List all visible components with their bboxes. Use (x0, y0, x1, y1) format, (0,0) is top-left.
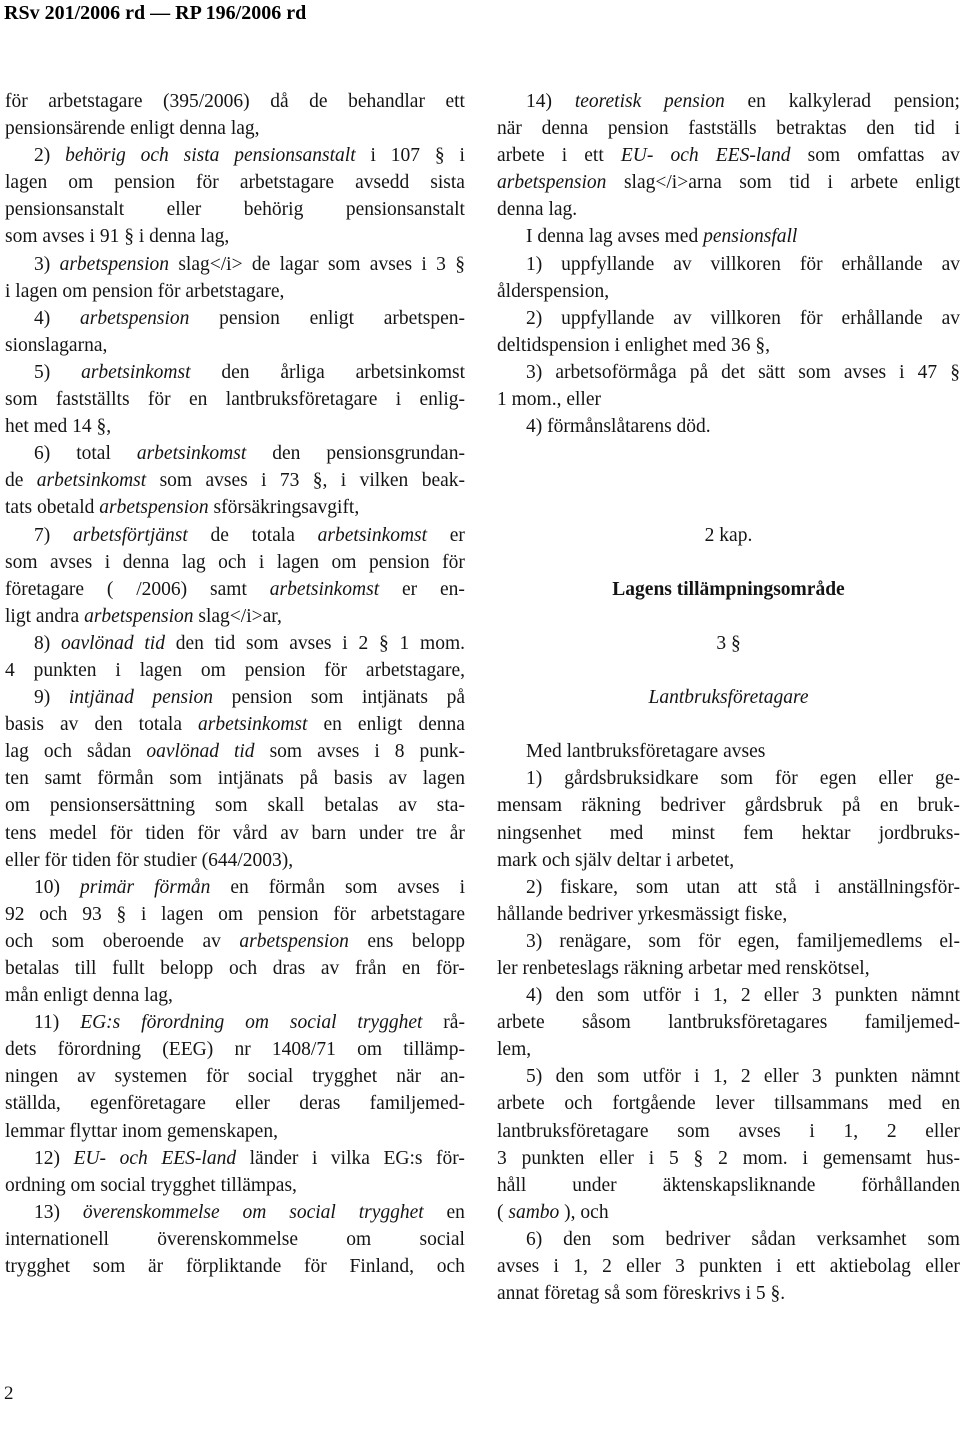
text-line: 4) förmånslåtarens död. (526, 416, 711, 438)
running-header: RSv 201/2006 rd — RP 196/2006 rd (4, 2, 307, 24)
text-line: dets förordning (EEG) nr 1408/71 om tillämp- (5, 1039, 465, 1061)
text-line: tats obetald arbetspension sförsäkringsavgift, (5, 497, 360, 519)
text-line: 4) den som utför i 1, 2 eller 3 punkten nämnt (526, 985, 960, 1007)
text-line: 2) behörig och sista pensionsanstalt i 107 § i (34, 145, 465, 167)
text-line: 1) uppfyllande av villkoren för erhållande av (526, 253, 960, 275)
text-line: 5) arbetsinkomst den årliga arbetsinkomst (34, 361, 465, 383)
text-line: som avses i 91 § i denna lag, (5, 226, 230, 248)
text-line: annat företag så som föreskrivs i 5 §. (497, 1283, 786, 1305)
text-line: ten samt förmån som intjänats på basis av lagen (5, 768, 465, 790)
text-line: ( sambo ), och (497, 1201, 609, 1223)
text-line: 14) teoretisk pension en kalkylerad pension; (526, 91, 960, 112)
text-line: 4) arbetspension pension enligt arbetspen- (34, 307, 465, 329)
text-line: företagare ( /2006) samt arbetsinkomst er en- (5, 578, 465, 600)
text-line: 4 punkten i lagen om pension för arbetstagare, (5, 659, 465, 681)
text-line: och som oberoende av arbetspension ens belopp (5, 930, 465, 952)
text-line: internationell överenskommelse om social (5, 1228, 465, 1250)
text-line: betalas till fullt belopp och dras av från en för- (5, 958, 465, 979)
text-line: 10) primär förmån en förmån som avses i (34, 876, 465, 898)
text-line: 3) renägare, som för egen, familjemedlems el- (526, 930, 960, 952)
text-line: 9) intjänad pension pension som intjänats på (34, 687, 465, 709)
text-line: lagen om pension för arbetstagare avsedd sista (5, 172, 465, 194)
text-line: lag och sådan oavlönad tid som avses i 8 punk- (5, 741, 465, 763)
text-line: 2) uppfyllande av villkoren för erhållande av (526, 307, 960, 329)
section-title: Lantbruksföretagare (648, 687, 809, 709)
text-line: tens medel för tiden för vård av barn under tre år (5, 822, 465, 844)
text-line: 92 och 93 § i lagen om pension för arbetstagare (5, 903, 465, 925)
text-line: 2) fiskare, som utan att stå i anställningsför- (526, 876, 960, 898)
text-line: lemmar flyttar inom gemenskapen, (5, 1120, 278, 1142)
text-line: 12) EU- och EES-land länder i vilka EG:s för- (34, 1147, 465, 1169)
text-line: pensionsärende enligt denna lag, (5, 118, 260, 140)
text-line: hållande bedriver yrkesmässigt fiske, (497, 903, 788, 925)
text-line: ålderspension, (497, 280, 610, 302)
text-line: 1 mom., eller (497, 389, 601, 411)
text-line: för arbetstagare (395/2006) då de behandlar ett (5, 91, 465, 112)
text-line: I denna lag avses med pensionsfall (526, 226, 798, 248)
text-line: 3) arbetspension slag</i> de lagar som avses i 3 § (34, 253, 465, 275)
text-line: denna lag. (497, 199, 578, 221)
text-line: arbete såsom lantbruksföretagares familjemed- (497, 1012, 960, 1034)
text-line: ler renbeteslags räkning arbetar med renskötsel, (497, 958, 870, 979)
text-line: mån enligt denna lag, (5, 985, 173, 1007)
text-line: basis av den totala arbetsinkomst en enligt denna (5, 714, 465, 736)
text-line: ningsenhet med minst fem hektar jordbruks- (497, 822, 960, 844)
section-number: 3 § (716, 632, 741, 654)
text-line: ligt andra arbetspension slag</i>ar, (5, 605, 282, 627)
text-line: Med lantbruksföretagare avses (526, 741, 766, 763)
text-line: när denna pension fastställs betraktas den tid i (497, 118, 960, 140)
text-line: het med 14 §, (5, 416, 112, 438)
text-line: 11) EG:s förordning om social trygghet rå- (34, 1012, 465, 1034)
text-line: eller för tiden för studier (644/2003), (5, 849, 294, 871)
text-line: som fastställts för en lantbruksföretagare i enlig- (5, 389, 465, 411)
text-line: arbete i ett EU- och EES-land som omfattas av (497, 145, 960, 167)
text-line: 13) överenskommelse om social trygghet en (34, 1201, 465, 1223)
text-line: 1) gårdsbruksidkare som för egen eller ge- (526, 768, 960, 790)
text-line: avses i 1, 2 eller 3 punkten i ett aktiebolag eller (497, 1256, 960, 1278)
text-line: 3 punkten eller i 5 § 2 mom. i gemensamt hus- (497, 1147, 960, 1169)
chapter-title: Lagens tillämpningsområde (612, 578, 845, 600)
right-column (497, 88, 960, 1307)
text-line: 3) arbetsoförmåga på det sätt som avses i 47 § (526, 361, 960, 383)
text-line: deltidspension i enlighet med 36 §, (497, 334, 770, 356)
text-line: som avses i denna lag och i lagen om pension för (5, 551, 465, 573)
text-line: 6) total arbetsinkomst den pensionsgrundan- (34, 443, 465, 465)
text-line: pensionsanstalt eller behörig pensionsanstalt (5, 199, 465, 221)
left-column (5, 88, 465, 1280)
text-line: arbetspension slag</i>arna som tid i arbete enligt (497, 172, 960, 194)
text-line: 8) oavlönad tid den tid som avses i 2 § 1 mom. (34, 632, 465, 654)
text-line: håll under äktenskapsliknande förhållanden (497, 1174, 960, 1196)
text-line: ordning om social trygghet tillämpas, (5, 1174, 297, 1196)
text-line: sionslagarna, (5, 334, 108, 356)
text-line: i lagen om pension för arbetstagare, (5, 280, 285, 302)
chapter-number: 2 kap. (704, 524, 753, 546)
text-line: lem, (497, 1039, 532, 1061)
text-line: ställda, egenföretagare eller deras familjemed- (5, 1093, 465, 1115)
text-line: lantbruksföretagare som avses i 1, 2 eller (497, 1120, 960, 1142)
text-line: trygghet som är förpliktande för Finland, och (5, 1256, 465, 1278)
text-line: 5) den som utför i 1, 2 eller 3 punkten nämnt (526, 1066, 960, 1088)
text-line: 6) den som bedriver sådan verksamhet som (526, 1228, 960, 1250)
definitions-continued (497, 88, 960, 440)
text-line: om pensionsersättning som skall betalas av sta- (5, 795, 465, 817)
text-line: mensam räkning bedriver gårdsbruk på en bruk- (497, 795, 960, 817)
text-line: arbete och fortgående lever tillsammans med en (497, 1093, 960, 1115)
text-line: mark och själv deltar i arbetet, (497, 849, 735, 871)
page-number: 2 (4, 1383, 14, 1404)
section-3-text (497, 738, 960, 1307)
text-line: de arbetsinkomst som avses i 73 §, i vilken beak- (5, 470, 465, 492)
text-line: 7) arbetsförtjänst de totala arbetsinkomst er (34, 524, 465, 546)
text-line: ningen av systemen för social trygghet när an- (5, 1066, 465, 1088)
